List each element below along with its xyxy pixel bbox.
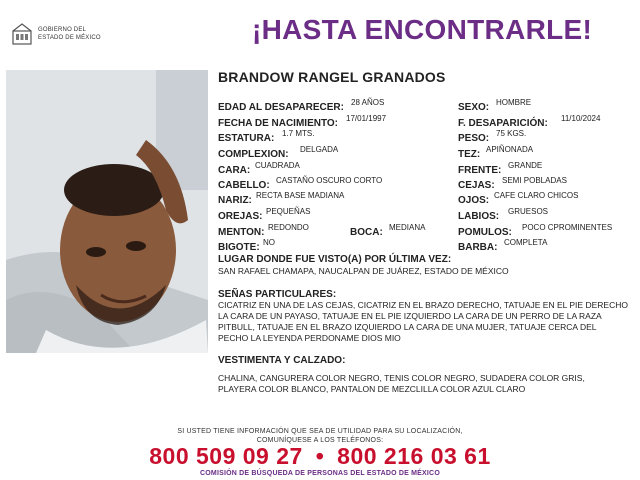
field-tez bbox=[458, 144, 534, 160]
logo-line-1: GOBIERNO DEL bbox=[38, 27, 87, 33]
value-cara: CUADRADA bbox=[255, 161, 300, 170]
clothing-text: CHALINA, CANGURERA COLOR NEGRO, TENIS COLOR NEGRO, SUDADERA COLOR GRIS, PLAYERA COLOR BLANCO, PANTALON DE MEZCLILLA COLOR AZUL CLARO bbox=[218, 373, 585, 394]
field-cabello bbox=[218, 175, 383, 191]
marks-text: CICATRIZ EN UNA DE LAS CEJAS, CICATRIZ EN EL BRAZO DERECHO, TATUAJE EN EL PIE DERECHO LA CARA DE UN PAYASO, TATUAJE EN EL PIE IZQUIERDO LA CARA DE UN PERRO DE LA RAZA PITBULL, TATUAJE EN EL BRAZO IZQUIERDO LA CARA DE UNA MUJER, TATUAJE CERCA DEL PECHO LA LEYENDA PERDONAME DIOS MIO bbox=[218, 300, 628, 343]
label-ojos: OJOS: bbox=[458, 195, 490, 206]
field-nariz bbox=[218, 190, 345, 206]
label-complexion: COMPLEXION: bbox=[218, 149, 289, 160]
field-cejas bbox=[458, 175, 567, 191]
label-nariz: NARIZ: bbox=[218, 195, 252, 206]
marks-title: SEÑAS PARTICULARES: bbox=[218, 289, 337, 300]
value-frente: GRANDE bbox=[508, 161, 543, 170]
label-peso: PESO: bbox=[458, 133, 490, 144]
field-barba bbox=[458, 237, 548, 253]
government-logo bbox=[10, 20, 120, 50]
value-menton: REDONDO bbox=[268, 223, 309, 232]
value-boca: MEDIANA bbox=[389, 223, 426, 232]
label-desaparicion: F. DESAPARICIÓN: bbox=[458, 118, 548, 129]
field-ojos bbox=[458, 190, 579, 206]
value-nariz: RECTA BASE MADIANA bbox=[256, 191, 345, 200]
person-name: BRANDOW RANGEL GRANADOS bbox=[218, 69, 446, 85]
contact-notice-line-1: SI USTED TIENE INFORMACIÓN QUE SEA DE UTILIDAD PARA SU LOCALIZACIÓN, bbox=[177, 428, 463, 435]
label-estatura: ESTATURA: bbox=[218, 133, 275, 144]
label-boca: BOCA: bbox=[350, 227, 383, 238]
location-text: SAN RAFAEL CHAMAPA, NAUCALPAN DE JUÁREZ, ESTADO DE MÉXICO bbox=[218, 266, 509, 276]
field-labios bbox=[458, 206, 549, 222]
field-cara bbox=[218, 160, 300, 176]
field-nacimiento bbox=[218, 113, 387, 129]
label-menton: MENTON: bbox=[218, 227, 265, 238]
label-tez: TEZ: bbox=[458, 149, 481, 160]
label-orejas: OREJAS: bbox=[218, 211, 263, 222]
phone-numbers bbox=[0, 443, 640, 470]
headline: ¡HASTA ENCONTRARLE! bbox=[252, 14, 593, 45]
value-estatura: 1.7 MTS. bbox=[282, 129, 315, 138]
value-barba: COMPLETA bbox=[504, 238, 548, 247]
value-ojos: CAFE CLARO CHICOS bbox=[494, 191, 579, 200]
label-labios: LABIOS: bbox=[458, 211, 500, 222]
value-cabello: CASTAÑO OSCURO CORTO bbox=[276, 176, 383, 185]
label-pomulos: POMULOS: bbox=[458, 227, 512, 238]
label-bigote: BIGOTE: bbox=[218, 242, 260, 253]
value-bigote: NO bbox=[263, 238, 275, 247]
value-nacimiento: 17/01/1997 bbox=[346, 114, 387, 123]
label-barba: BARBA: bbox=[458, 242, 498, 253]
agency-name: COMISIÓN DE BÚSQUEDA DE PERSONAS DEL ESTADO DE MÉXICO bbox=[200, 470, 440, 477]
field-desaparicion bbox=[458, 113, 601, 129]
field-complexion bbox=[218, 144, 339, 160]
label-edad: EDAD AL DESAPARECER: bbox=[218, 102, 344, 113]
label-nacimiento: FECHA DE NACIMIENTO: bbox=[218, 118, 338, 129]
state-seal-icon bbox=[10, 22, 34, 46]
field-pomulos bbox=[458, 222, 613, 238]
field-orejas bbox=[218, 206, 311, 222]
field-bigote bbox=[218, 237, 275, 253]
field-boca bbox=[350, 222, 426, 238]
value-tez: APIÑONADA bbox=[486, 145, 534, 154]
label-cabello: CABELLO: bbox=[218, 180, 270, 191]
location-title: LUGAR DONDE FUE VISTO(A) POR ÚLTIMA VEZ: bbox=[218, 254, 452, 265]
phone-separator: • bbox=[315, 443, 325, 469]
value-sexo: HOMBRE bbox=[496, 98, 532, 107]
value-cejas: SEMI POBLADAS bbox=[502, 176, 567, 185]
field-frente bbox=[458, 160, 543, 176]
value-desaparicion: 11/10/2024 bbox=[561, 114, 601, 123]
value-labios: GRUESOS bbox=[508, 207, 549, 216]
value-pomulos: POCO CPROMINENTES bbox=[522, 223, 613, 232]
field-peso bbox=[458, 128, 527, 144]
label-cejas: CEJAS: bbox=[458, 180, 495, 191]
logo-line-2: ESTADO DE MÉXICO bbox=[38, 35, 101, 41]
person-photo-illustration bbox=[6, 70, 208, 353]
person-photo bbox=[6, 70, 208, 353]
value-peso: 75 KGS. bbox=[496, 129, 527, 138]
contact-notice-line-2: COMUNÍQUESE A LOS TELÉFONOS: bbox=[256, 437, 384, 444]
label-cara: CARA: bbox=[218, 165, 251, 176]
field-estatura bbox=[218, 128, 315, 144]
label-frente: FRENTE: bbox=[458, 165, 502, 176]
phone-number-1[interactable]: 800 509 09 27 bbox=[149, 443, 303, 469]
value-orejas: PEQUEÑAS bbox=[266, 207, 311, 216]
phone-number-2[interactable]: 800 216 03 61 bbox=[337, 443, 491, 469]
field-sexo bbox=[458, 97, 532, 113]
label-sexo: SEXO: bbox=[458, 102, 490, 113]
field-edad bbox=[218, 97, 385, 113]
field-menton bbox=[218, 222, 309, 238]
value-complexion: DELGADA bbox=[300, 145, 339, 154]
clothing-title: VESTIMENTA Y CALZADO: bbox=[218, 355, 346, 366]
value-edad: 28 AÑOS bbox=[351, 98, 385, 107]
